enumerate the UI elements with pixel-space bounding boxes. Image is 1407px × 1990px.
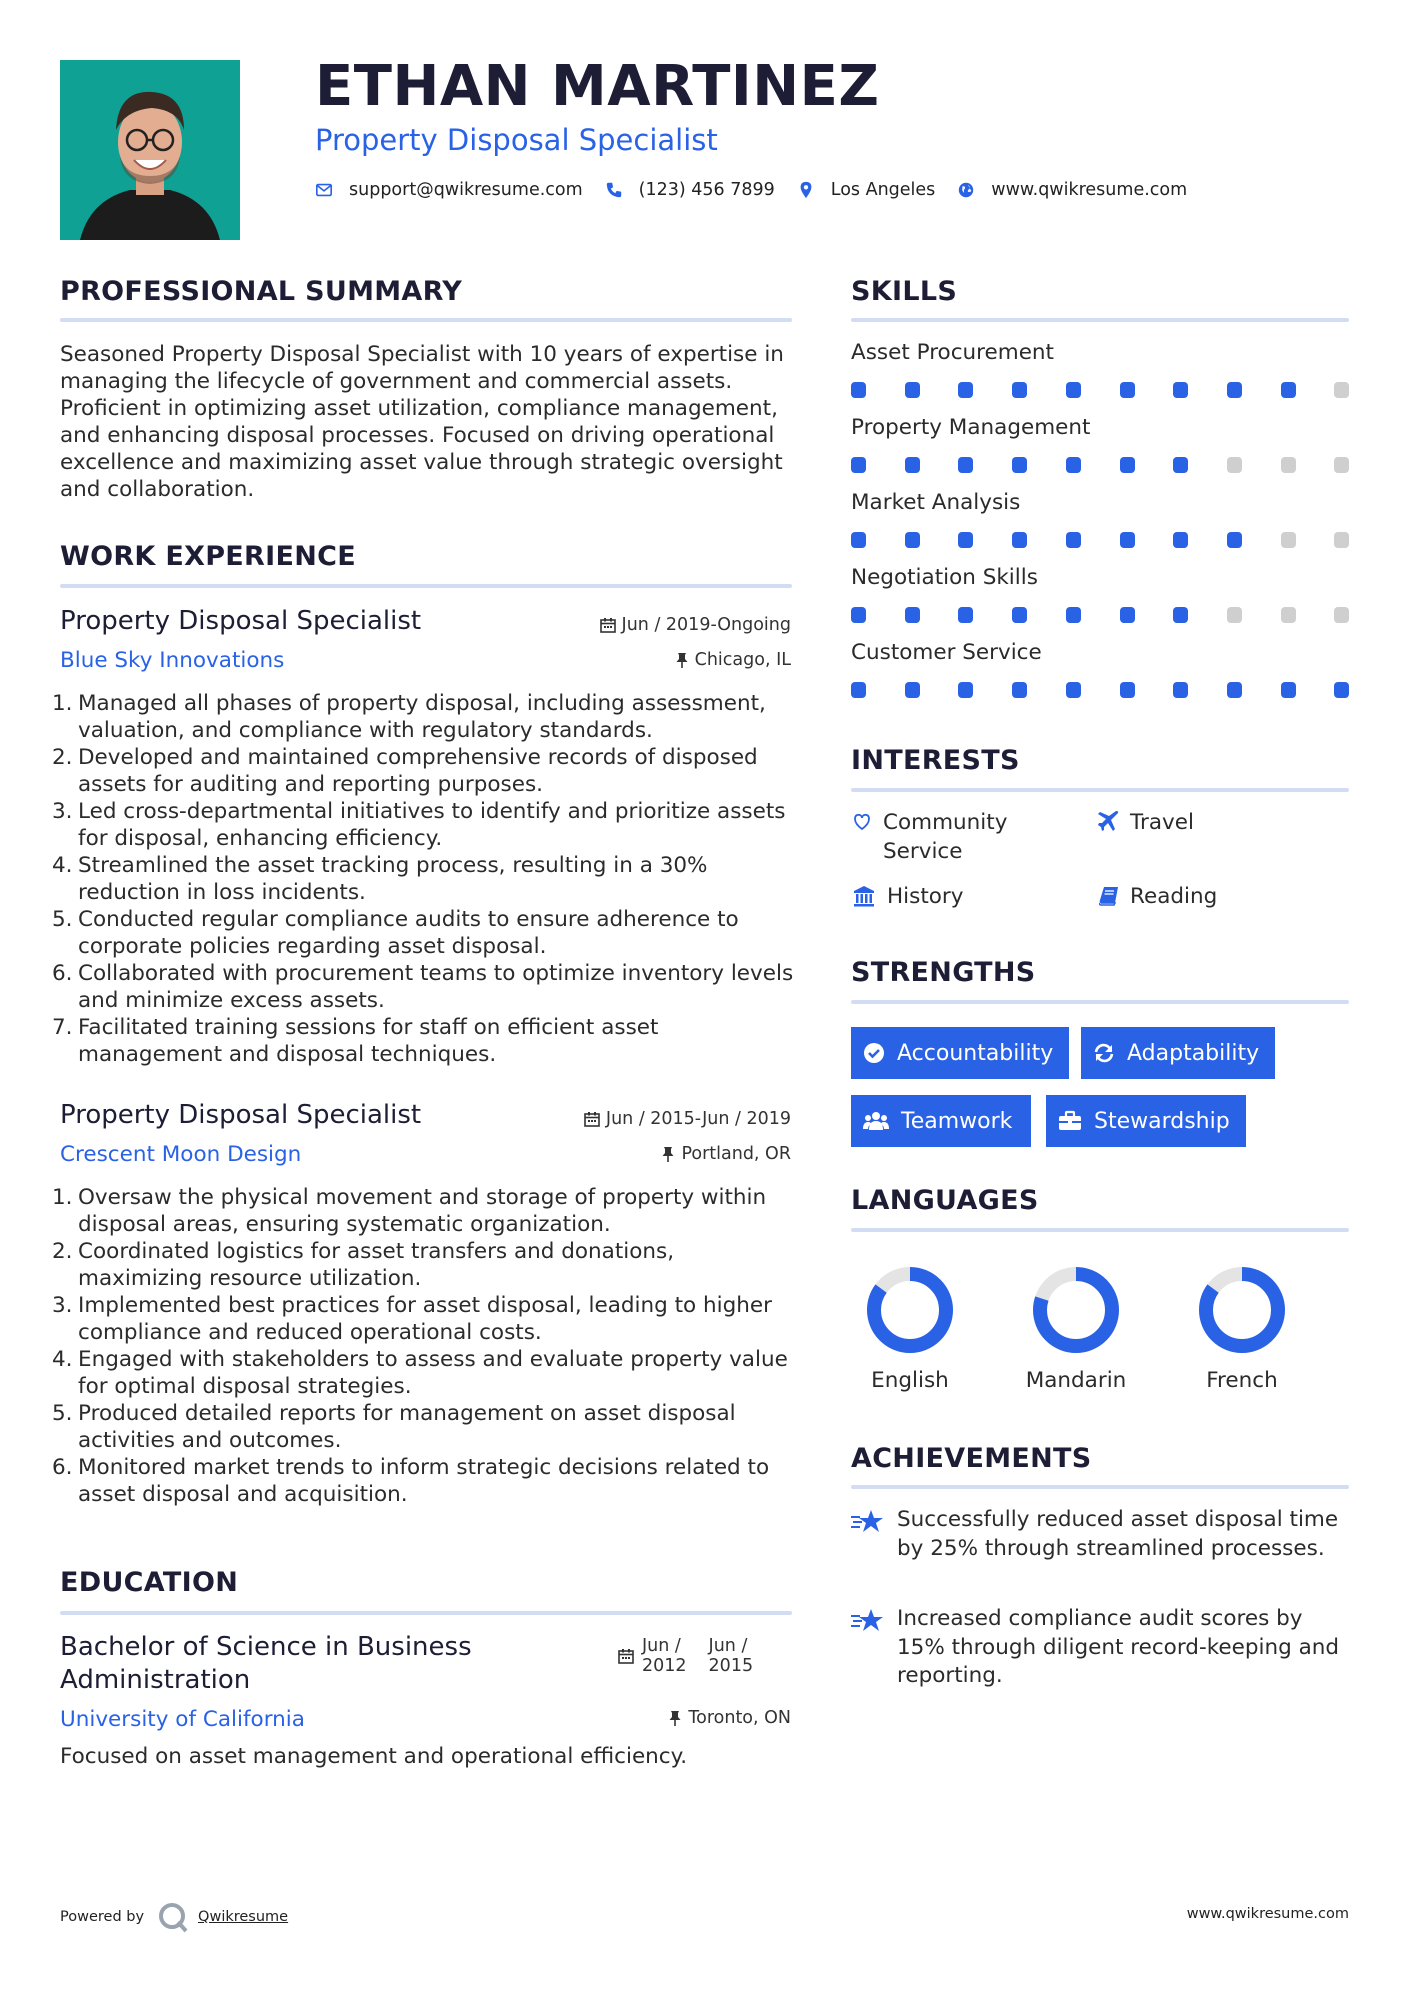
list-item: 7. Facilitated training sessions for staff on efficient asset management and disposal techniques. (52, 1015, 659, 1067)
skill-rating-dot (1334, 607, 1349, 623)
brand-link[interactable]: Qwikresume (198, 1909, 289, 1925)
powered-by-label: Powered by (60, 1909, 145, 1925)
skills-heading: SKILLS (851, 276, 958, 307)
skill-rating-dot (1012, 382, 1027, 398)
school-name[interactable]: University of California (60, 1707, 305, 1732)
job-title: Property Disposal Specialist (60, 606, 422, 636)
strength-badge-accountability (851, 1027, 1069, 1079)
language-level-ring (1172, 1262, 1312, 1358)
job-location (675, 650, 791, 670)
education-location-text: Toronto, ON (688, 1708, 791, 1728)
list-item: 3. Led cross-departmental initiatives to identify and prioritize assets for disposal, enhancing efficiency. (52, 799, 786, 851)
skills-divider (851, 318, 1349, 322)
skill-name: Customer Service (851, 640, 1042, 665)
skill-rating-dot (1227, 532, 1242, 548)
skill-rating-dot (1120, 607, 1135, 623)
education-dates (618, 1636, 753, 1676)
skill-rating-dot (958, 682, 973, 698)
skill-rating-dot (851, 457, 866, 473)
list-item: 2. Coordinated logistics for asset transfers and donations, maximizing resource utilization. (52, 1239, 675, 1291)
contact-bar (315, 180, 1209, 200)
skill-rating-dot (851, 532, 866, 548)
skill-rating-dot (1227, 382, 1242, 398)
skill-rating-dot (958, 607, 973, 623)
date-start-month: Jun / (642, 1636, 681, 1656)
strength-badge-teamwork (851, 1095, 1031, 1147)
education-description: Focused on asset management and operational efficiency. (60, 1744, 688, 1769)
star-trophy-icon (851, 1608, 885, 1634)
interest-reading (1098, 882, 1217, 911)
skill-rating-dot (851, 607, 866, 623)
interests-heading: INTERESTS (851, 745, 1020, 776)
strength-badge-adaptability (1081, 1027, 1275, 1079)
skill-rating-dot (958, 382, 973, 398)
education-location (668, 1708, 791, 1728)
job-location-text: Chicago, IL (694, 650, 791, 670)
interest-travel (1098, 808, 1194, 837)
language-level-ring (840, 1262, 980, 1358)
contact-phone[interactable] (605, 180, 775, 200)
skill-rating-dot (1334, 382, 1349, 398)
skill-rating-dot (1173, 607, 1188, 623)
language-name: French (1206, 1368, 1278, 1393)
email-text: support@qwikresume.com (349, 180, 583, 200)
phone-text: (123) 456 7899 (638, 180, 775, 200)
job-dates (584, 1109, 791, 1129)
hand-heart-icon (851, 811, 873, 833)
skill-rating-dot (1066, 682, 1081, 698)
skill-rating-dot (958, 457, 973, 473)
interests-divider (851, 788, 1349, 792)
skill-rating-dot (1120, 532, 1135, 548)
skill-rating-dot (905, 682, 920, 698)
education-divider (60, 1611, 792, 1615)
list-item: 6. Collaborated with procurement teams to optimize inventory levels and minimize excess assets. (52, 961, 794, 1013)
candidate-name: ETHAN MARTINEZ (315, 54, 880, 119)
skill-rating-dot (905, 457, 920, 473)
job-dates-text: Jun / 2015-Jun / 2019 (605, 1109, 791, 1129)
skill-rating-dot (1281, 457, 1296, 473)
profile-photo (60, 60, 240, 240)
list-item: 4. Engaged with stakeholders to assess and evaluate property value for optimal disposal strategies. (52, 1347, 788, 1399)
skill-rating-dot (851, 382, 866, 398)
footer-website[interactable]: www.qwikresume.com (1186, 1906, 1349, 1922)
skill-name: Property Management (851, 415, 1091, 440)
avatar-illustration (60, 60, 240, 240)
museum-icon (851, 885, 877, 907)
users-icon (863, 1110, 889, 1132)
degree-title: Bachelor of Science in Business (60, 1632, 472, 1662)
degree-title-line2: Administration (60, 1665, 251, 1695)
interest-label: History (887, 884, 964, 909)
skill-rating-dot (1012, 682, 1027, 698)
company-name[interactable]: Crescent Moon Design (60, 1142, 302, 1167)
skill-rating-dot (1066, 532, 1081, 548)
summary-heading: PROFESSIONAL SUMMARY (60, 276, 463, 307)
skill-rating-dot (1334, 532, 1349, 548)
contact-email[interactable] (315, 180, 583, 200)
skill-rating-dot (1334, 682, 1349, 698)
skill-rating-dot (1227, 457, 1242, 473)
skill-rating-dot (1281, 607, 1296, 623)
footer-branding (60, 1900, 288, 1934)
candidate-title: Property Disposal Specialist (315, 123, 718, 157)
donut-chart (1194, 1262, 1290, 1358)
location-text: Los Angeles (830, 180, 936, 200)
skill-rating-dot (905, 532, 920, 548)
achievements-heading: ACHIEVEMENTS (851, 1443, 1092, 1474)
interest-history (851, 882, 964, 911)
contact-website[interactable] (957, 180, 1187, 200)
skill-rating-dot (1066, 457, 1081, 473)
skill-rating-dot (1173, 457, 1188, 473)
envelope-icon (315, 181, 333, 199)
skill-rating-dot (851, 682, 866, 698)
donut-chart (1028, 1262, 1124, 1358)
list-item: 2. Developed and maintained comprehensive records of disposed assets for auditing and reporting purposes. (52, 745, 758, 797)
pushpin-icon (661, 1146, 675, 1162)
contact-location (797, 180, 936, 200)
job-dates-text: Jun / 2019-Ongoing (621, 615, 791, 635)
achievement-item (851, 1605, 1351, 1691)
language-name: Mandarin (1025, 1368, 1127, 1393)
list-item: 5. Produced detailed reports for management on asset disposal activities and outcomes. (52, 1401, 736, 1453)
skill-rating-dot (1120, 682, 1135, 698)
skill-name: Negotiation Skills (851, 565, 1038, 590)
experience-heading: WORK EXPERIENCE (60, 541, 356, 572)
pushpin-icon (668, 1710, 682, 1726)
skill-name: Market Analysis (851, 490, 1021, 515)
strength-badge-stewardship (1046, 1095, 1246, 1147)
education-heading: EDUCATION (60, 1567, 239, 1598)
language-name: English (871, 1368, 949, 1393)
job-dates (600, 615, 791, 635)
experience-divider (60, 584, 792, 588)
skill-rating-dot (1227, 682, 1242, 698)
job-location (661, 1144, 791, 1164)
date-end-year: 2015 (708, 1656, 754, 1676)
skill-rating (851, 607, 1351, 623)
job-title: Property Disposal Specialist (60, 1100, 422, 1130)
list-item: 3. Implemented best practices for asset disposal, leading to higher compliance and reduced operational costs. (52, 1293, 772, 1345)
interest-community-service (851, 808, 1051, 866)
skill-rating-dot (1173, 532, 1188, 548)
skill-rating-dot (1281, 382, 1296, 398)
strength-label: Stewardship (1094, 1108, 1230, 1134)
summary-divider (60, 318, 792, 322)
languages-heading: LANGUAGES (851, 1185, 1039, 1216)
skill-rating-dot (1281, 682, 1296, 698)
achievement-text: Increased compliance audit scores by 15% through diligent record-keeping and reporting. (897, 1606, 1340, 1688)
calendar-icon (618, 1648, 634, 1664)
achievement-text: Successfully reduced asset disposal time by 25% through streamlined processes. (897, 1507, 1339, 1561)
date-start-year: 2012 (642, 1656, 687, 1676)
job-location-text: Portland, OR (681, 1144, 791, 1164)
skill-rating (851, 457, 1351, 473)
check-circle-icon (863, 1042, 885, 1064)
job-bullets (52, 1184, 797, 1508)
skill-rating-dot (1066, 607, 1081, 623)
strength-label: Teamwork (901, 1108, 1013, 1134)
skill-rating-dot (1012, 457, 1027, 473)
phone-icon (605, 181, 623, 199)
skill-rating-dot (1334, 457, 1349, 473)
list-item: 1. Oversaw the physical movement and storage of property within disposal areas, ensuring systematic organization. (52, 1185, 767, 1237)
calendar-icon (600, 617, 616, 633)
calendar-icon (584, 1111, 600, 1127)
date-end-month: Jun / (708, 1636, 748, 1656)
qwikresume-logo-icon (156, 1900, 190, 1934)
globe-icon (957, 181, 975, 199)
skill-rating-dot (1227, 607, 1242, 623)
interest-label: Reading (1130, 884, 1218, 909)
skill-rating-dot (1120, 457, 1135, 473)
plane-icon (1098, 811, 1120, 833)
skill-rating (851, 382, 1351, 398)
list-item: 5. Conducted regular compliance audits to ensure adherence to corporate policies regarding asset disposal. (52, 907, 739, 959)
achievement-item (851, 1506, 1351, 1563)
skill-name: Asset Procurement (851, 340, 1054, 365)
strength-label: Adaptability (1127, 1040, 1260, 1066)
job-bullets (52, 690, 797, 1068)
skill-rating-dot (1173, 382, 1188, 398)
strengths-heading: STRENGTHS (851, 957, 1036, 988)
list-item: 6. Monitored market trends to inform strategic decisions related to asset disposal and acquisition. (52, 1455, 770, 1507)
skill-rating-dot (958, 532, 973, 548)
skill-rating-dot (1012, 532, 1027, 548)
list-item: 1. Managed all phases of property disposal, including assessment, valuation, and compliance with regulatory standards. (52, 691, 766, 743)
strength-label: Accountability (897, 1040, 1054, 1066)
skill-rating-dot (1120, 382, 1135, 398)
donut-chart (862, 1262, 958, 1358)
interest-label: Travel (1130, 810, 1194, 835)
skill-rating-dot (1012, 607, 1027, 623)
book-icon (1098, 885, 1120, 907)
strengths-divider (851, 1000, 1349, 1004)
company-name[interactable]: Blue Sky Innovations (60, 648, 285, 673)
skill-rating-dot (1173, 682, 1188, 698)
skill-rating-dot (905, 607, 920, 623)
list-item: 4. Streamlined the asset tracking process, resulting in a 30% reduction in loss incidents. (52, 853, 708, 905)
website-text: www.qwikresume.com (991, 180, 1188, 200)
pushpin-icon (675, 652, 689, 668)
language-level-ring (1006, 1262, 1146, 1358)
skill-rating-dot (1066, 382, 1081, 398)
summary-text: Seasoned Property Disposal Specialist with 10 years of expertise in managing the lifecycle of government and commercial assets. Proficient in optimizing asset utilization, compliance management, and enhancing disposal processes. Focused on driving operational excellence and maximizing asset value through strategic oversight and collaboration. (60, 342, 784, 502)
achievements-divider (851, 1485, 1349, 1489)
skill-rating (851, 532, 1351, 548)
skill-rating (851, 682, 1351, 698)
skill-rating-dot (1281, 532, 1296, 548)
map-pin-icon (797, 181, 815, 199)
skill-rating-dot (905, 382, 920, 398)
refresh-icon (1093, 1042, 1115, 1064)
star-trophy-icon (851, 1509, 885, 1535)
briefcase-icon (1058, 1110, 1082, 1132)
languages-divider (851, 1228, 1349, 1232)
interest-label: Community Service (883, 810, 1008, 864)
